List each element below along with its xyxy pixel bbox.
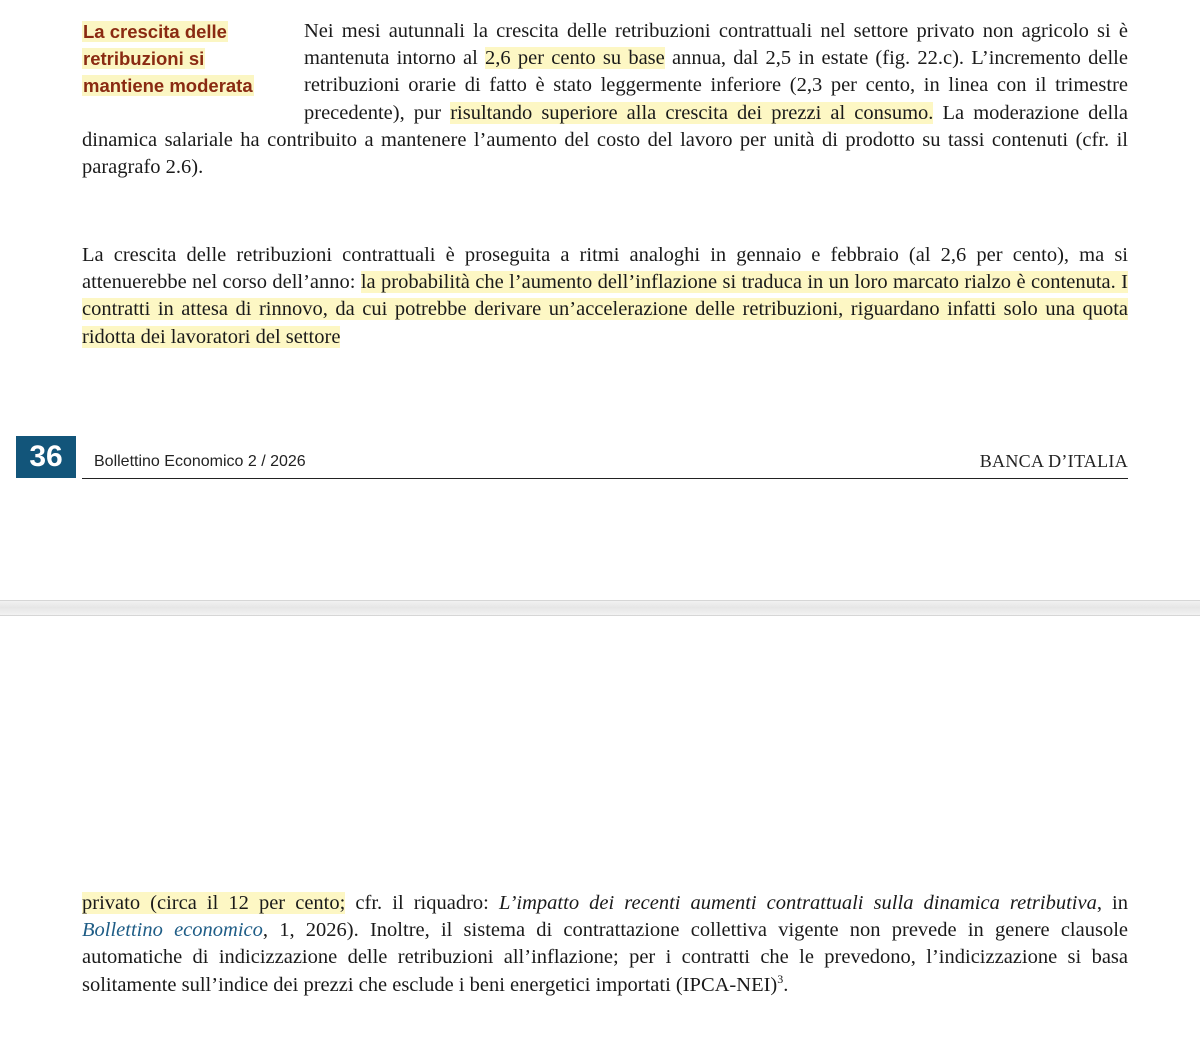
footnote-ref[interactable]: 3 xyxy=(777,971,784,986)
text-run: , in xyxy=(1096,892,1129,914)
publication-link[interactable]: Bollettino economico xyxy=(82,919,263,942)
paragraph-1 xyxy=(82,18,1128,181)
page-separator xyxy=(0,600,1200,616)
text-run: , 1, 2026). Inoltre, il sistema di contrattazione collettiva vigente non prevede in genere clausole automatiche di indicizzazione delle retribuzioni all’inflazione; per i contratti che le prevedono, l’indicizzazione si basa solitamente sull’indice dei prezzi che esclude i beni energetici importati (IPCA-NEI) xyxy=(82,919,1128,996)
paragraph-2 xyxy=(82,242,1128,351)
paragraph-3 xyxy=(82,890,1128,999)
publication-title: Bollettino Economico 2 / 2026 xyxy=(94,453,306,470)
page-number-badge: 36 xyxy=(16,436,76,478)
margin-title-line: La crescita delle xyxy=(83,21,227,42)
margin-spacer xyxy=(82,18,304,126)
text-run: La crescita delle retribuzioni contrattuali è proseguita a ritmi analoghi in gennaio e febbraio (al 2,6 per cento), ma si attenuerebbe nel corso dell’anno: xyxy=(82,244,1128,294)
text-run: . xyxy=(783,973,789,996)
text-run: annua, dal 2,5 in estate (fig. 22.c). L’incremento delle retribuzioni orarie di fatto è stato leggermente inferiore (2,3 per cento, in linea con il trimestre precedente), pur xyxy=(304,47,1128,124)
text-run: cfr. il riquadro: xyxy=(345,892,499,914)
text-run: La moderazione della dinamica salariale ha contribuito a mantenere l’aumento del costo del lavoro per unità di prodotto su tassi contenuti (cfr. il paragrafo 2.6). xyxy=(82,101,1128,179)
publisher-name: BANCA D’ITALIA xyxy=(979,451,1128,471)
highlight[interactable]: 2,6 per cento su base xyxy=(485,47,665,70)
footer-rule xyxy=(82,478,1128,479)
highlight[interactable]: la probabilità che l’aumento dell’inflazione si traduca in un loro marcato rialzo è contenuta. I contratti in attesa di rinnovo, da cui potrebbe derivare un’accelerazione delle retribuzioni, riguardano infatti solo una quota ridotta dei lavoratori del settore xyxy=(82,271,1128,348)
highlight[interactable]: privato (circa il 12 per cento; xyxy=(82,892,346,914)
text-run: Nei mesi autunnali la crescita delle retribuzioni contrattuali nel settore privato non agricolo si è mantenuta intorno al xyxy=(304,20,1128,70)
box-reference-title: L’impatto dei recenti aumenti contrattuali sulla dinamica retributiva xyxy=(498,892,1097,914)
margin-title-line: mantiene moderata xyxy=(83,75,253,96)
margin-title-line: retribuzioni si xyxy=(83,48,205,69)
highlight[interactable]: risultando superiore alla crescita dei prezzi al consumo. xyxy=(450,101,934,124)
